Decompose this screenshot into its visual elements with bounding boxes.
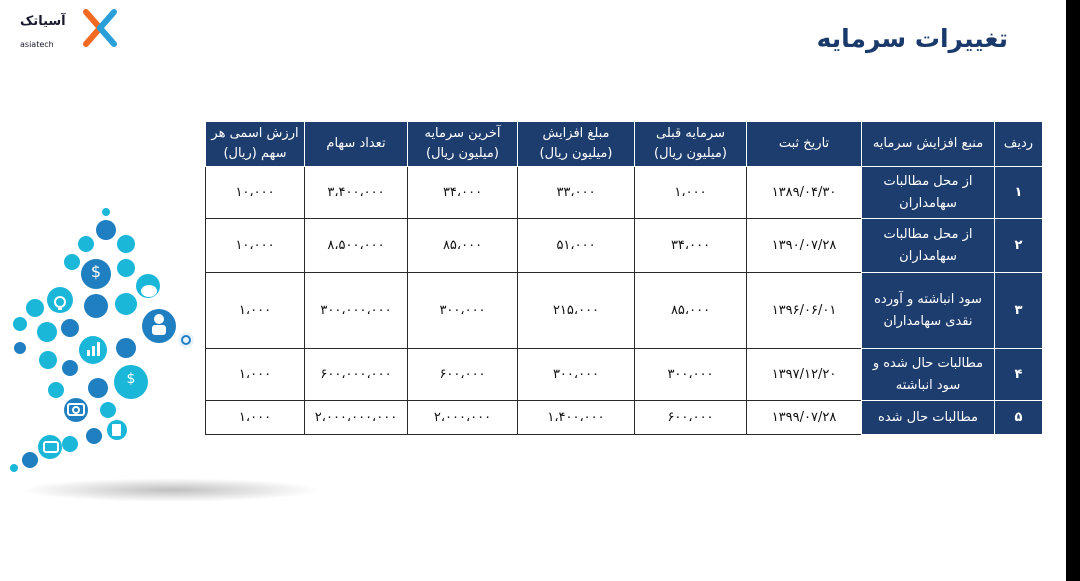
- row-previous-capital: ۳۴،۰۰۰: [635, 219, 747, 273]
- row-date: ۱۳۹۹/۰۷/۲۸: [747, 401, 862, 435]
- decor-bubble: [96, 220, 116, 240]
- row-previous-capital: ۸۵،۰۰۰: [635, 273, 747, 349]
- decor-bubble: [62, 360, 78, 376]
- row-share-count: ۳،۴۰۰،۰۰۰: [305, 167, 408, 219]
- decor-bubble: [14, 342, 26, 354]
- row-nominal-value: ۱،۰۰۰: [206, 401, 305, 435]
- header-latest-capital: آخرین سرمایه (میلیون ریال): [408, 122, 518, 167]
- decor-bubble: [178, 332, 194, 348]
- capital-changes-table-wrap: [205, 121, 1042, 435]
- row-number: ۲: [995, 219, 1043, 273]
- row-number: ۴: [995, 349, 1043, 401]
- decor-bubble: [117, 259, 135, 277]
- decor-bubble: [115, 293, 137, 315]
- header-source: منبع افزایش سرمایه: [862, 122, 995, 167]
- row-previous-capital: ۳۰۰،۰۰۰: [635, 349, 747, 401]
- row-number: ۳: [995, 273, 1043, 349]
- decor-bubble: [48, 382, 64, 398]
- row-share-count: ۸،۵۰۰،۰۰۰: [305, 219, 408, 273]
- decor-bubble: [78, 236, 94, 252]
- table-row: [206, 273, 1043, 349]
- table-row: [206, 349, 1043, 401]
- row-date: ۱۳۹۰/۰۷/۲۸: [747, 219, 862, 273]
- decor-bubble: [117, 235, 135, 253]
- decor-bubble: [10, 464, 18, 472]
- decor-bubble: [26, 299, 44, 317]
- row-share-count: ۶۰۰،۰۰۰،۰۰۰: [305, 349, 408, 401]
- header-share-count: تعداد سهام: [305, 122, 408, 167]
- row-latest-capital: ۲،۰۰۰،۰۰۰: [408, 401, 518, 435]
- logo-name: آسیاتک: [20, 14, 66, 29]
- right-edge-bar: [1066, 0, 1080, 581]
- asiatech-logo: [8, 6, 118, 52]
- row-share-count: ۲،۰۰۰،۰۰۰،۰۰۰: [305, 401, 408, 435]
- row-previous-capital: ۶۰۰،۰۰۰: [635, 401, 747, 435]
- table-row: [206, 219, 1043, 273]
- header-row-number: ردیف: [995, 122, 1043, 167]
- row-latest-capital: ۸۵،۰۰۰: [408, 219, 518, 273]
- capital-changes-table: [205, 121, 1043, 435]
- money-bag-icon: $: [90, 262, 102, 281]
- table-row: [206, 401, 1043, 435]
- decor-bubble: [62, 436, 78, 452]
- row-nominal-value: ۱،۰۰۰: [206, 349, 305, 401]
- row-source: مطالبات حال شده: [862, 401, 995, 435]
- row-nominal-value: ۱،۰۰۰: [206, 273, 305, 349]
- table-row: [206, 167, 1043, 219]
- row-source: مطالبات حال شده و سود انباشته: [862, 349, 995, 401]
- row-date: ۱۳۸۹/۰۴/۳۰: [747, 167, 862, 219]
- decor-bubble: [13, 317, 27, 331]
- row-latest-capital: ۳۰۰،۰۰۰: [408, 273, 518, 349]
- decorative-bubble-arrow: [0, 200, 210, 480]
- row-previous-capital: ۱،۰۰۰: [635, 167, 747, 219]
- decor-bubble: [64, 254, 80, 270]
- row-date: ۱۳۹۶/۰۶/۰۱: [747, 273, 862, 349]
- page-title: تغییرات سرمایه: [816, 24, 1008, 53]
- row-latest-capital: ۳۴،۰۰۰: [408, 167, 518, 219]
- asiatech-logo-icon: [82, 8, 118, 48]
- decor-bubble: [102, 208, 110, 216]
- decor-bubble: [22, 452, 38, 468]
- decor-bubble: [86, 428, 102, 444]
- row-increase-amount: ۵۱،۰۰۰: [518, 219, 635, 273]
- header-nominal-value: ارزش اسمی هر سهم (ریال): [206, 122, 305, 167]
- table-header-row: [206, 122, 1043, 167]
- row-nominal-value: ۱۰،۰۰۰: [206, 219, 305, 273]
- decor-bubble: [88, 378, 108, 398]
- logo-subtitle: asiatech: [20, 40, 54, 49]
- decor-bubble: [37, 322, 57, 342]
- header-increase-amount: مبلغ افزایش (میلیون ریال): [518, 122, 635, 167]
- header-previous-capital: سرمایه قبلی (میلیون ریال): [635, 122, 747, 167]
- hand-coin-icon: $: [126, 371, 136, 387]
- row-date: ۱۳۹۷/۱۲/۲۰: [747, 349, 862, 401]
- row-nominal-value: ۱۰،۰۰۰: [206, 167, 305, 219]
- row-increase-amount: ۳۰۰،۰۰۰: [518, 349, 635, 401]
- row-increase-amount: ۱،۴۰۰،۰۰۰: [518, 401, 635, 435]
- row-increase-amount: ۳۳،۰۰۰: [518, 167, 635, 219]
- decor-shadow: [20, 478, 320, 502]
- row-number: ۱: [995, 167, 1043, 219]
- piggy-bank-icon: [141, 285, 157, 297]
- row-increase-amount: ۲۱۵،۰۰۰: [518, 273, 635, 349]
- row-source: از محل مطالبات سهامداران: [862, 219, 995, 273]
- decor-bubble: [116, 338, 136, 358]
- row-number: ۵: [995, 401, 1043, 435]
- row-source: سود انباشته و آورده نقدی سهامداران: [862, 273, 995, 349]
- calculator-icon: [112, 424, 121, 436]
- decor-bubble: [61, 319, 79, 337]
- decor-bubble: [84, 294, 108, 318]
- decor-bubble: [100, 402, 116, 418]
- row-share-count: ۳۰۰،۰۰۰،۰۰۰: [305, 273, 408, 349]
- decor-bubble: [39, 351, 57, 369]
- row-latest-capital: ۶۰۰،۰۰۰: [408, 349, 518, 401]
- row-source: از محل مطالبات سهامداران: [862, 167, 995, 219]
- header-registration-date: تاریخ ثبت: [747, 122, 862, 167]
